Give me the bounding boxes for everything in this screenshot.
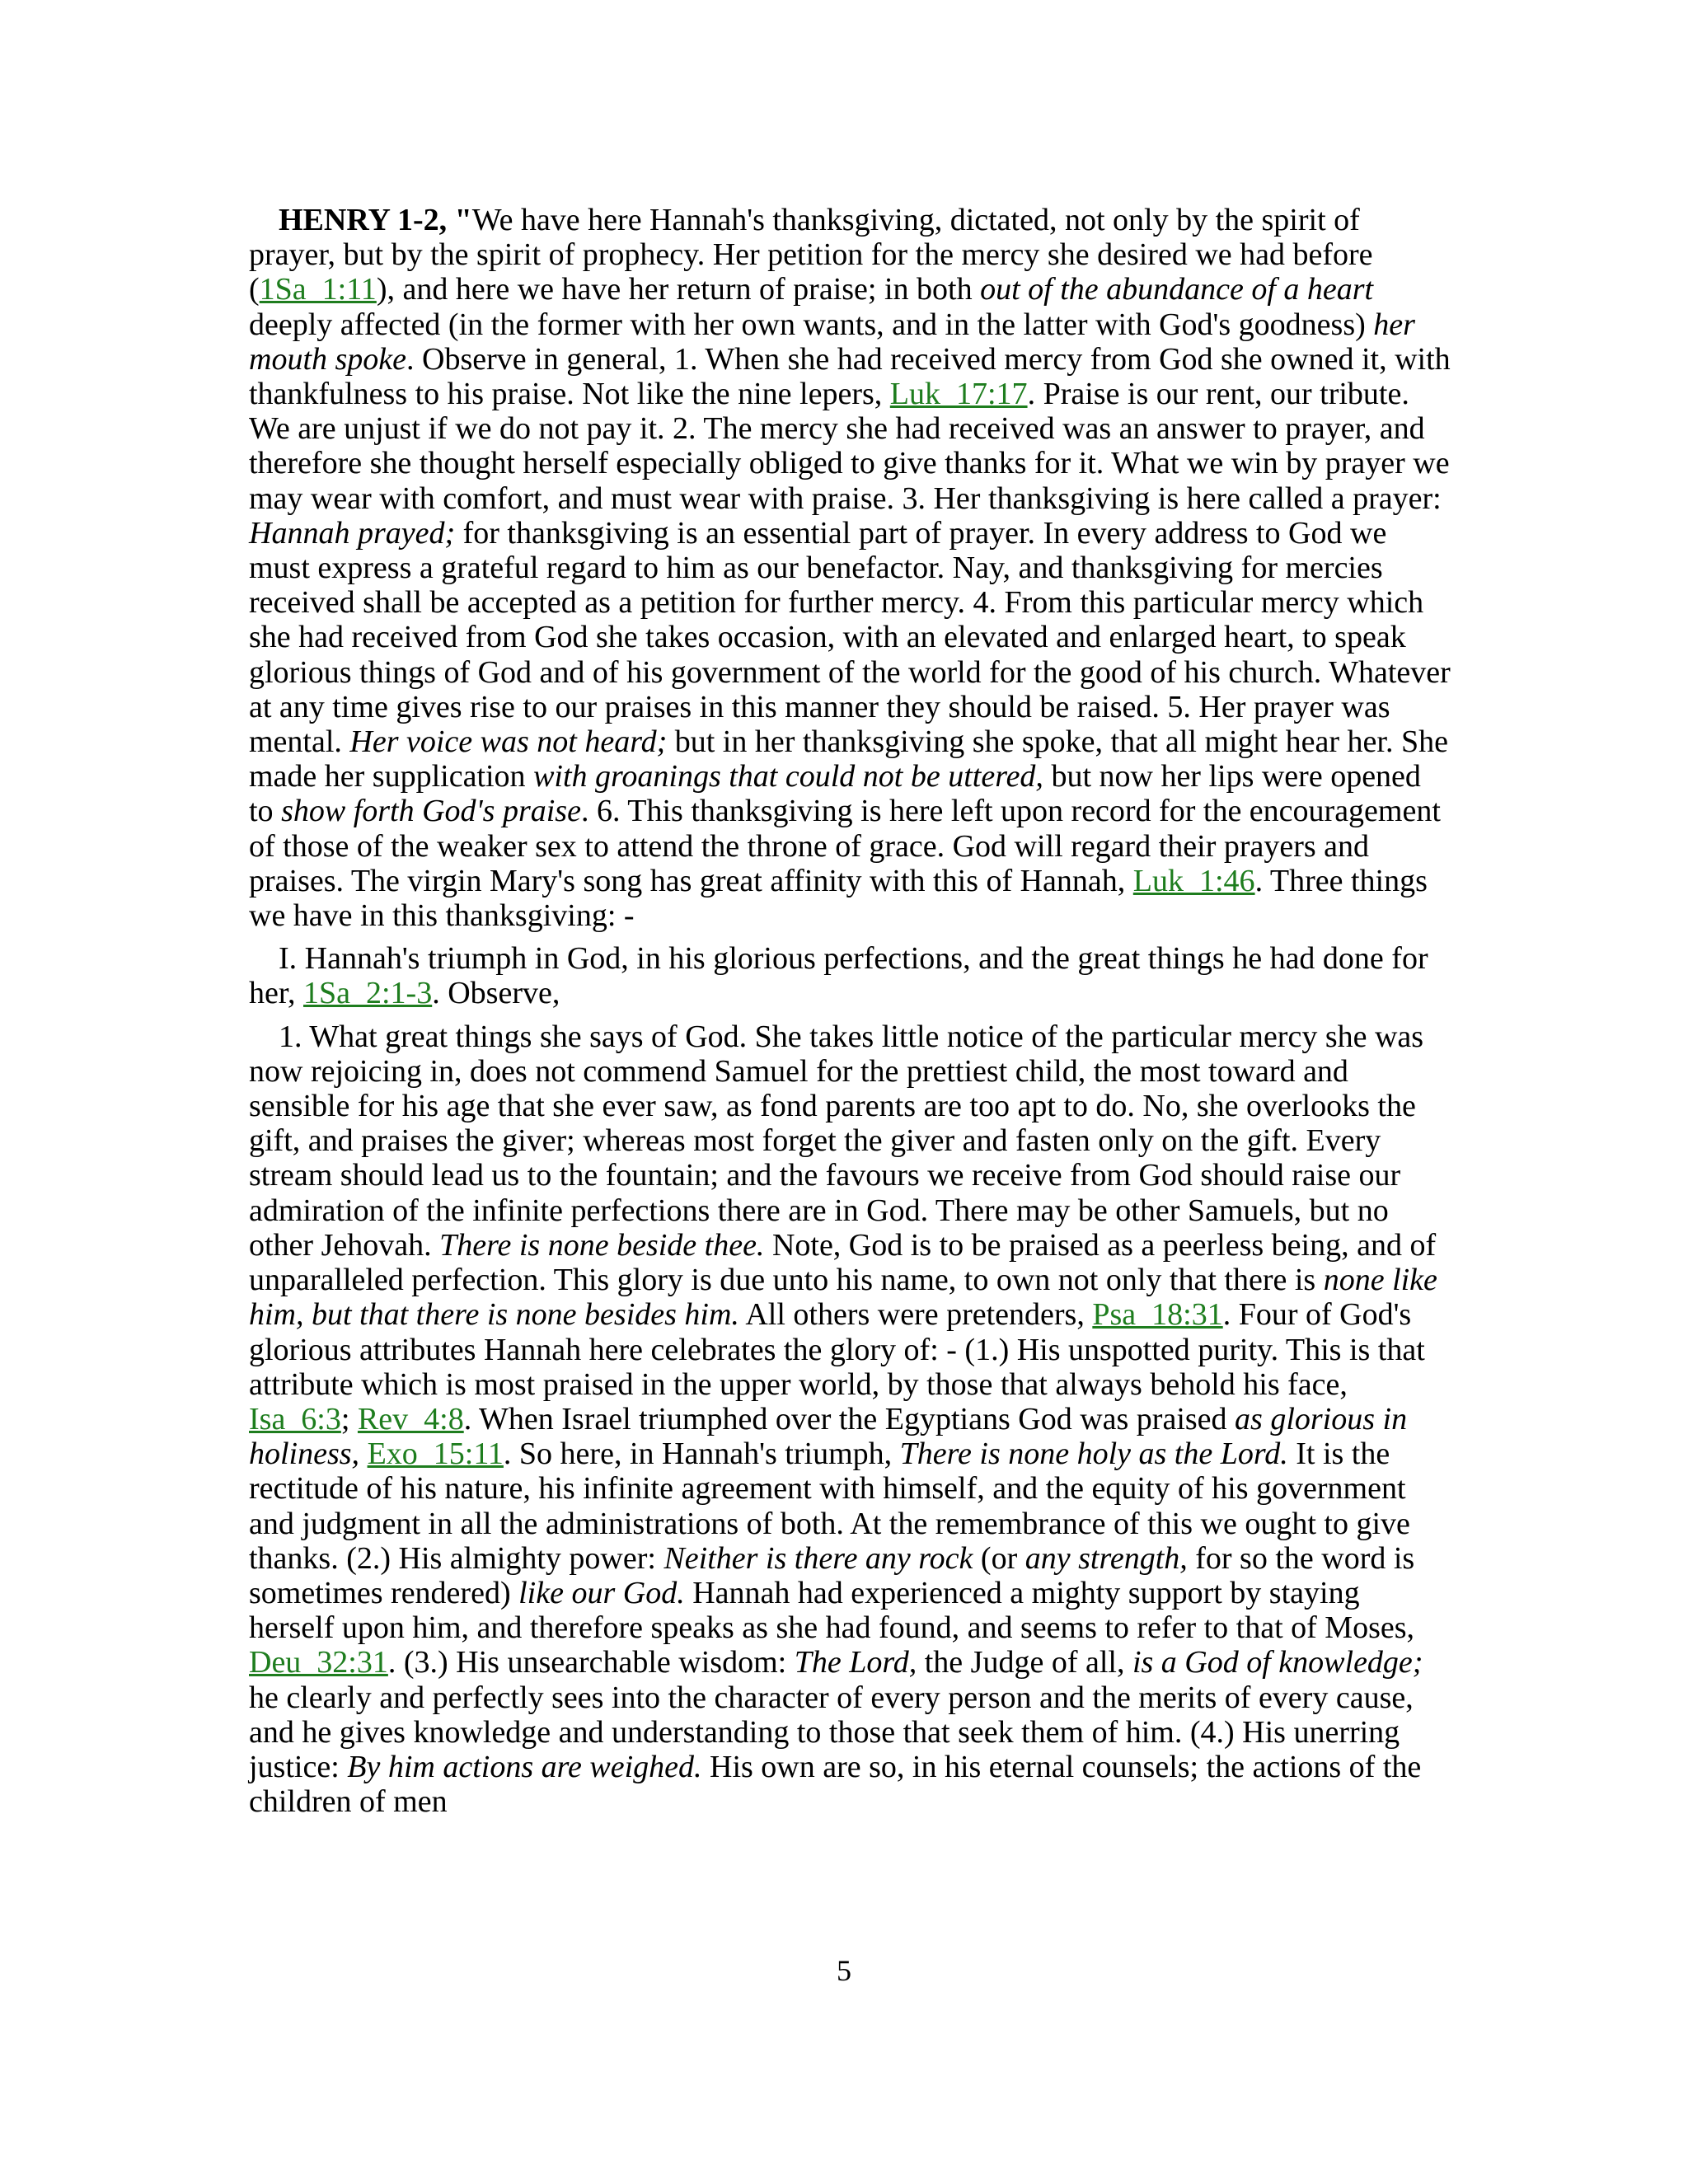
text-run: . When Israel triumphed over the Egyptians God was praised bbox=[463, 1401, 1236, 1436]
text-run bbox=[359, 1436, 368, 1471]
text-run: Note, God is to be praised as a peerless being, and of unparalleled perfection. This glory is due unto his name, to own not only that there is bbox=[249, 1227, 1437, 1298]
text-run: I. Hannah's triumph in God, in his glorious perfections, and the great things he had done for her, bbox=[249, 941, 1428, 1011]
text-run: ; bbox=[340, 1401, 358, 1436]
scripture-reference-link[interactable]: Luk_17:17 bbox=[889, 377, 1028, 412]
text-run: but now her lips were opened to bbox=[249, 759, 1421, 829]
text-run: It is the rectitude of his nature, his infinite agreement with himself, and the equity of his government and judgment in all the administrations of both. At the remembrance of this we ought to give thanks. (2.) His almighty power: bbox=[249, 1436, 1410, 1576]
text-run: . 6. This thanksgiving is here left upon record for the encouragement of those of the weaker sex to attend the throne of grace. God will regard their prayers and praises. The virgin Mary's song has great affinity with this of Hannah, bbox=[249, 794, 1441, 898]
text-run: but in her thanksgiving she spoke, that all might hear her. She made her supplication bbox=[249, 724, 1448, 794]
scripture-quote: show forth God's praise bbox=[281, 794, 581, 829]
scripture-reference-link[interactable]: Isa_6:3 bbox=[249, 1401, 341, 1436]
text-run: We have here Hannah's thanksgiving, dictated, not only by the spirit of prayer, but by the spirit of prophecy. Her petition for the mercy she desired we had before ( bbox=[249, 203, 1373, 307]
paragraph-hannah-triumph bbox=[249, 941, 1452, 1010]
scripture-quote: as glorious in holiness, bbox=[249, 1401, 1408, 1472]
text-run: ), and here we have her return of praise; in both bbox=[376, 272, 981, 307]
scripture-reference-link[interactable]: Luk_1:46 bbox=[1132, 863, 1255, 898]
paragraph-great-things bbox=[249, 1019, 1452, 1820]
scripture-reference-link[interactable]: 1Sa_2:1-3 bbox=[303, 976, 433, 1011]
text-run: deeply affected (in the former with her own wants, and in the latter with God's goodness) bbox=[249, 307, 1374, 342]
text-run: for so the word is sometimes rendered) bbox=[249, 1540, 1415, 1610]
scripture-quote: none like him, but that there is none besides him. bbox=[249, 1263, 1437, 1333]
scripture-quote: The Lord, bbox=[794, 1645, 917, 1680]
text-run: . (3.) His unsearchable wisdom: bbox=[387, 1645, 795, 1680]
scripture-quote: There is none holy as the Lord. bbox=[899, 1436, 1288, 1472]
text-run: All others were pretenders, bbox=[738, 1297, 1093, 1333]
scripture-reference-link[interactable]: Rev_4:8 bbox=[357, 1401, 464, 1436]
text-run: he clearly and perfectly sees into the character of every person and the merits of every cause, and he gives knowledge and understanding to those that seek them of him. (4.) His unerring justice: bbox=[249, 1680, 1414, 1784]
scripture-quote: with groanings that could not be uttered, bbox=[533, 759, 1043, 794]
scripture-quote: like our God. bbox=[518, 1575, 685, 1610]
text-run: His own are so, in his eternal counsels; the actions of the children of men bbox=[249, 1749, 1422, 1820]
document-body bbox=[249, 203, 1452, 1819]
scripture-quote: is a God of knowledge; bbox=[1132, 1645, 1423, 1680]
scripture-quote: Neither is there any rock bbox=[663, 1540, 973, 1576]
scripture-quote: Hannah prayed; bbox=[249, 515, 456, 551]
scripture-quote: her mouth spoke bbox=[249, 307, 1415, 377]
text-run: . Three things we have in this thanksgiving: - bbox=[249, 863, 1428, 934]
scripture-quote: There is none beside thee. bbox=[439, 1227, 765, 1263]
text-run: . Four of God's glorious attributes Hannah here celebrates the glory of: - (1.) His unspotted purity. This is that attribute which is most praised in the upper world, by those that always behold his face, bbox=[249, 1297, 1425, 1402]
text-run: (or bbox=[973, 1540, 1025, 1576]
text-run: . Observe, bbox=[432, 976, 560, 1011]
scripture-quote: Her voice was not heard; bbox=[349, 724, 668, 760]
text-run: Hannah had experienced a mighty support by staying herself upon him, and therefore speaks as she had found, and seems to refer to that of Moses, bbox=[249, 1575, 1415, 1646]
scripture-quote: By him actions are weighed. bbox=[347, 1749, 702, 1784]
text-run: . So here, in Hannah's triumph, bbox=[503, 1436, 900, 1472]
text-run: 1. What great things she says of God. She takes little notice of the particular mercy she was now rejoicing in, does not commend Samuel for the prettiest child, the most toward and sensible for his age that she ever saw, as fond parents are too apt to do. No, she overlooks the gift, and praises the giver; whereas most forget the giver and fasten only on the gift. Every stream should lead us to the fountain; and the favours we receive from God should raise our admiration of the infinite perfections there are in God. There may be other Samuels, but no other Jehovah. bbox=[249, 1019, 1424, 1263]
commentary-lead: HENRY 1-2, " bbox=[279, 203, 472, 237]
text-run: the Judge of all, bbox=[917, 1645, 1132, 1680]
paragraph-intro bbox=[249, 203, 1452, 933]
scripture-reference-link[interactable]: Exo_15:11 bbox=[367, 1436, 504, 1472]
scripture-reference-link[interactable]: Psa_18:31 bbox=[1092, 1297, 1223, 1333]
scripture-quote: out of the abundance of a heart bbox=[980, 272, 1374, 307]
text-run: . Observe in general, 1. When she had received mercy from God she owned it, with thankfulness to his praise. Not like the nine lepers, bbox=[249, 341, 1451, 412]
scripture-reference-link[interactable]: 1Sa_1:11 bbox=[259, 272, 377, 307]
scripture-reference-link[interactable]: Deu_32:31 bbox=[249, 1645, 388, 1680]
scripture-quote: any strength, bbox=[1025, 1540, 1188, 1576]
text-run: . Praise is our rent, our tribute. We are unjust if we do not pay it. 2. The mercy she had received was an answer to prayer, and therefore she thought herself especially obliged to give thanks for it. What we win by prayer we may wear with comfort, and must wear with praise. 3. Her thanksgiving is here called a prayer: bbox=[249, 377, 1450, 516]
text-run: for thanksgiving is an essential part of prayer. In every address to God we must express a grateful regard to him as our benefactor. Nay, and thanksgiving for mercies received shall be accepted as a petition for further mercy. 4. From this particular mercy which she had received from God she takes occasion, with an elevated and enlarged heart, to speak glorious things of God and of his government of the world for the good of his church. Whatever at any time gives rise to our praises in this manner they should be raised. 5. Her prayer was mental. bbox=[249, 515, 1451, 760]
page-number: 5 bbox=[837, 1954, 851, 1987]
